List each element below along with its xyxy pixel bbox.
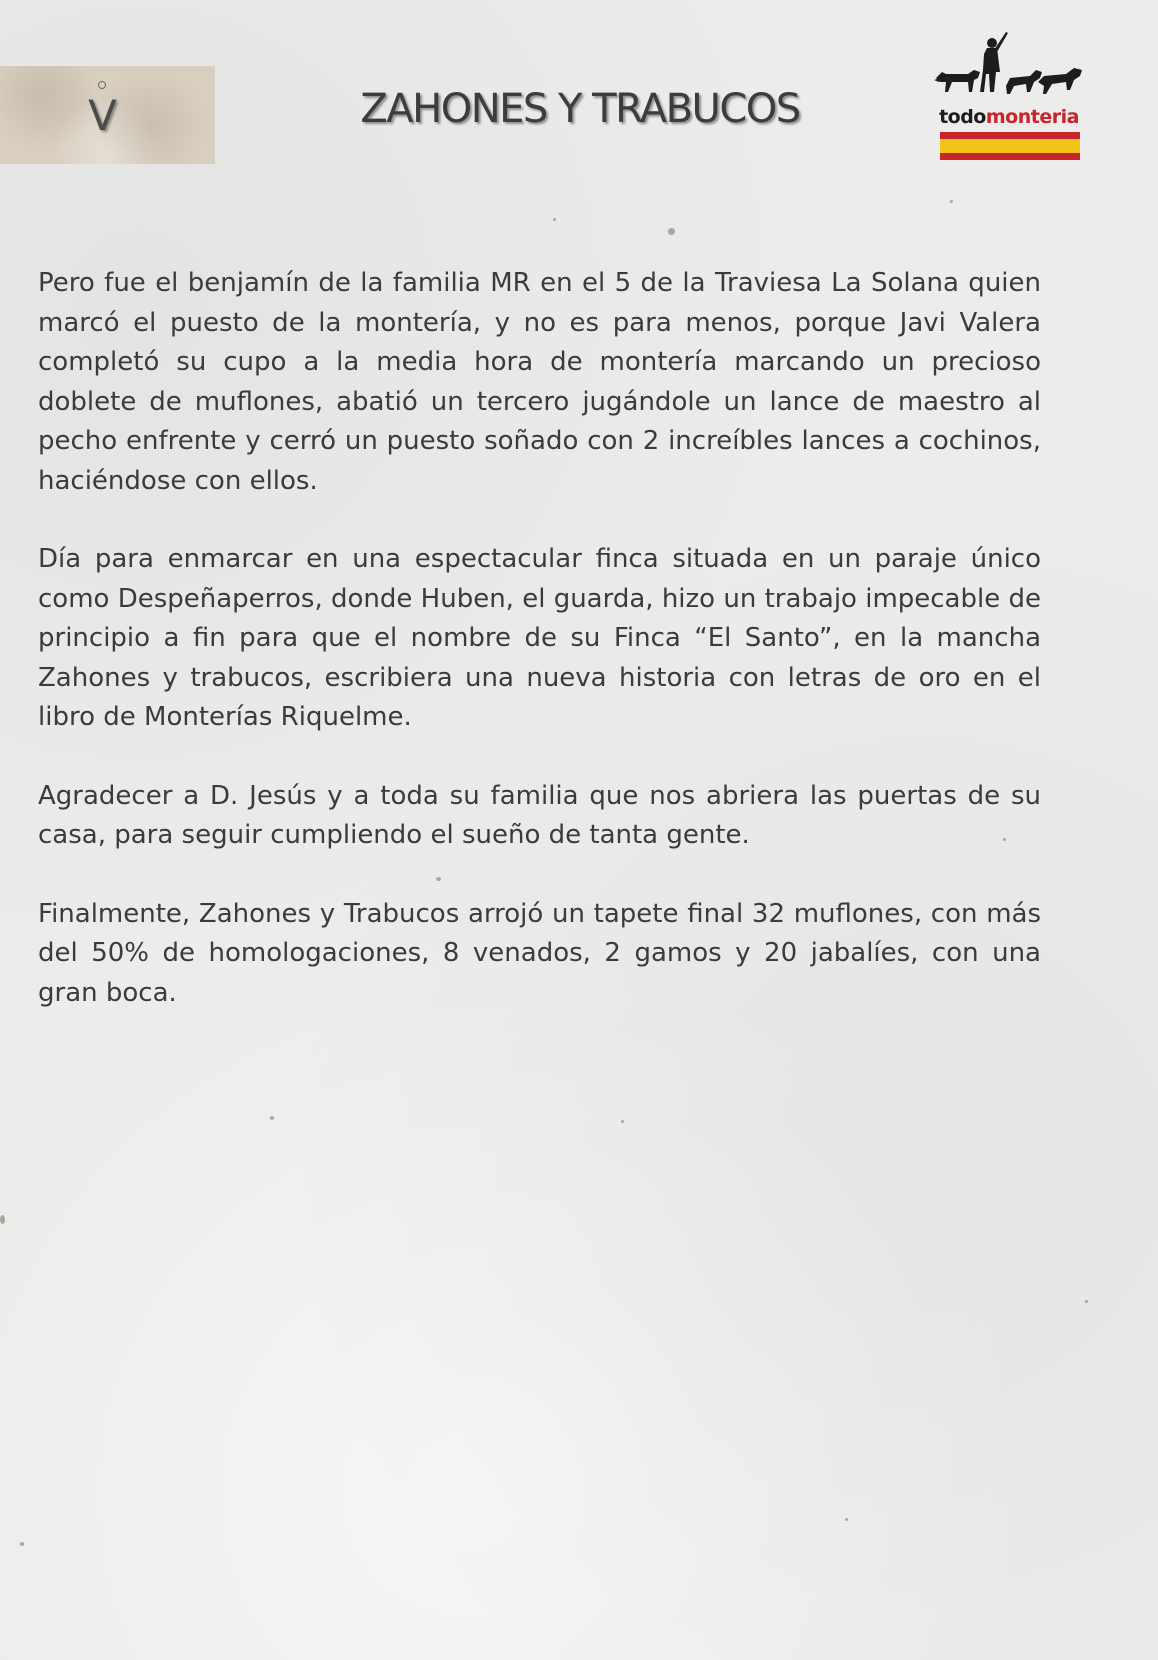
page-title: ZAHONES Y TRABUCOS <box>360 86 800 132</box>
numeral-ornament <box>98 81 106 89</box>
paper-speck <box>845 1518 848 1521</box>
logo-wordmark <box>934 106 1084 128</box>
paper-speck <box>553 218 556 221</box>
body-paragraph: Pero fue el benjamín de la familia MR en el 5 de la Traviesa La Solana quien marcó el puesto de la montería, y no es para menos, porque Javi Valera completó su cupo a la media hora de montería marcando un precioso doblete de muflones, abatió un tercero jugándole un lance de maestro al pecho enfrente y cerró un puesto soñado con 2 increíbles lances a cochinos, haciéndose con ellos. <box>38 268 1041 496</box>
todomonteria-logo <box>934 30 1084 162</box>
paper-speck <box>20 1542 24 1546</box>
logo-wordmark-part2: monteria <box>985 106 1079 128</box>
paper-speck <box>950 200 953 203</box>
body-paragraph: Agradecer a D. Jesús y a toda su familia que nos abriera las puertas de su casa, para seguir cumpliendo el sueño de tanta gente. <box>38 780 1041 850</box>
paper-speck <box>270 1116 274 1120</box>
flag-stripe <box>940 132 1080 139</box>
paper-speck <box>0 1215 5 1224</box>
paper-speck <box>668 228 675 235</box>
logo-wordmark-part1: todo <box>939 106 986 128</box>
flag-stripe <box>940 153 1080 160</box>
flag-stripe <box>940 139 1080 153</box>
chapter-numeral-text: V <box>88 90 117 140</box>
body-paragraph: Día para enmarcar en una espectacular finca situada en un paraje único como Despeñaperros, donde Huben, el guarda, hizo un trabajo impecable de principio a fin para que el nombre de su Finca “El Santo”, en la mancha Zahones y trabucos, escribiera una nueva historia con letras de oro en el libro de Monterías Riquelme. <box>38 544 1041 732</box>
hunter-with-dogs-icon <box>934 30 1084 106</box>
paper-speck <box>1085 1300 1088 1303</box>
chapter-tab <box>0 66 215 164</box>
paper-speck <box>621 1120 624 1123</box>
body-paragraph: Finalmente, Zahones y Trabucos arrojó un tapete final 32 muflones, con más del 50% de homologaciones, 8 venados, 2 gamos y 20 jabalíes, con una gran boca. <box>38 898 1041 1008</box>
article-body <box>38 264 1041 1052</box>
spain-flag-stripes <box>940 132 1080 160</box>
chapter-numeral <box>88 91 117 140</box>
